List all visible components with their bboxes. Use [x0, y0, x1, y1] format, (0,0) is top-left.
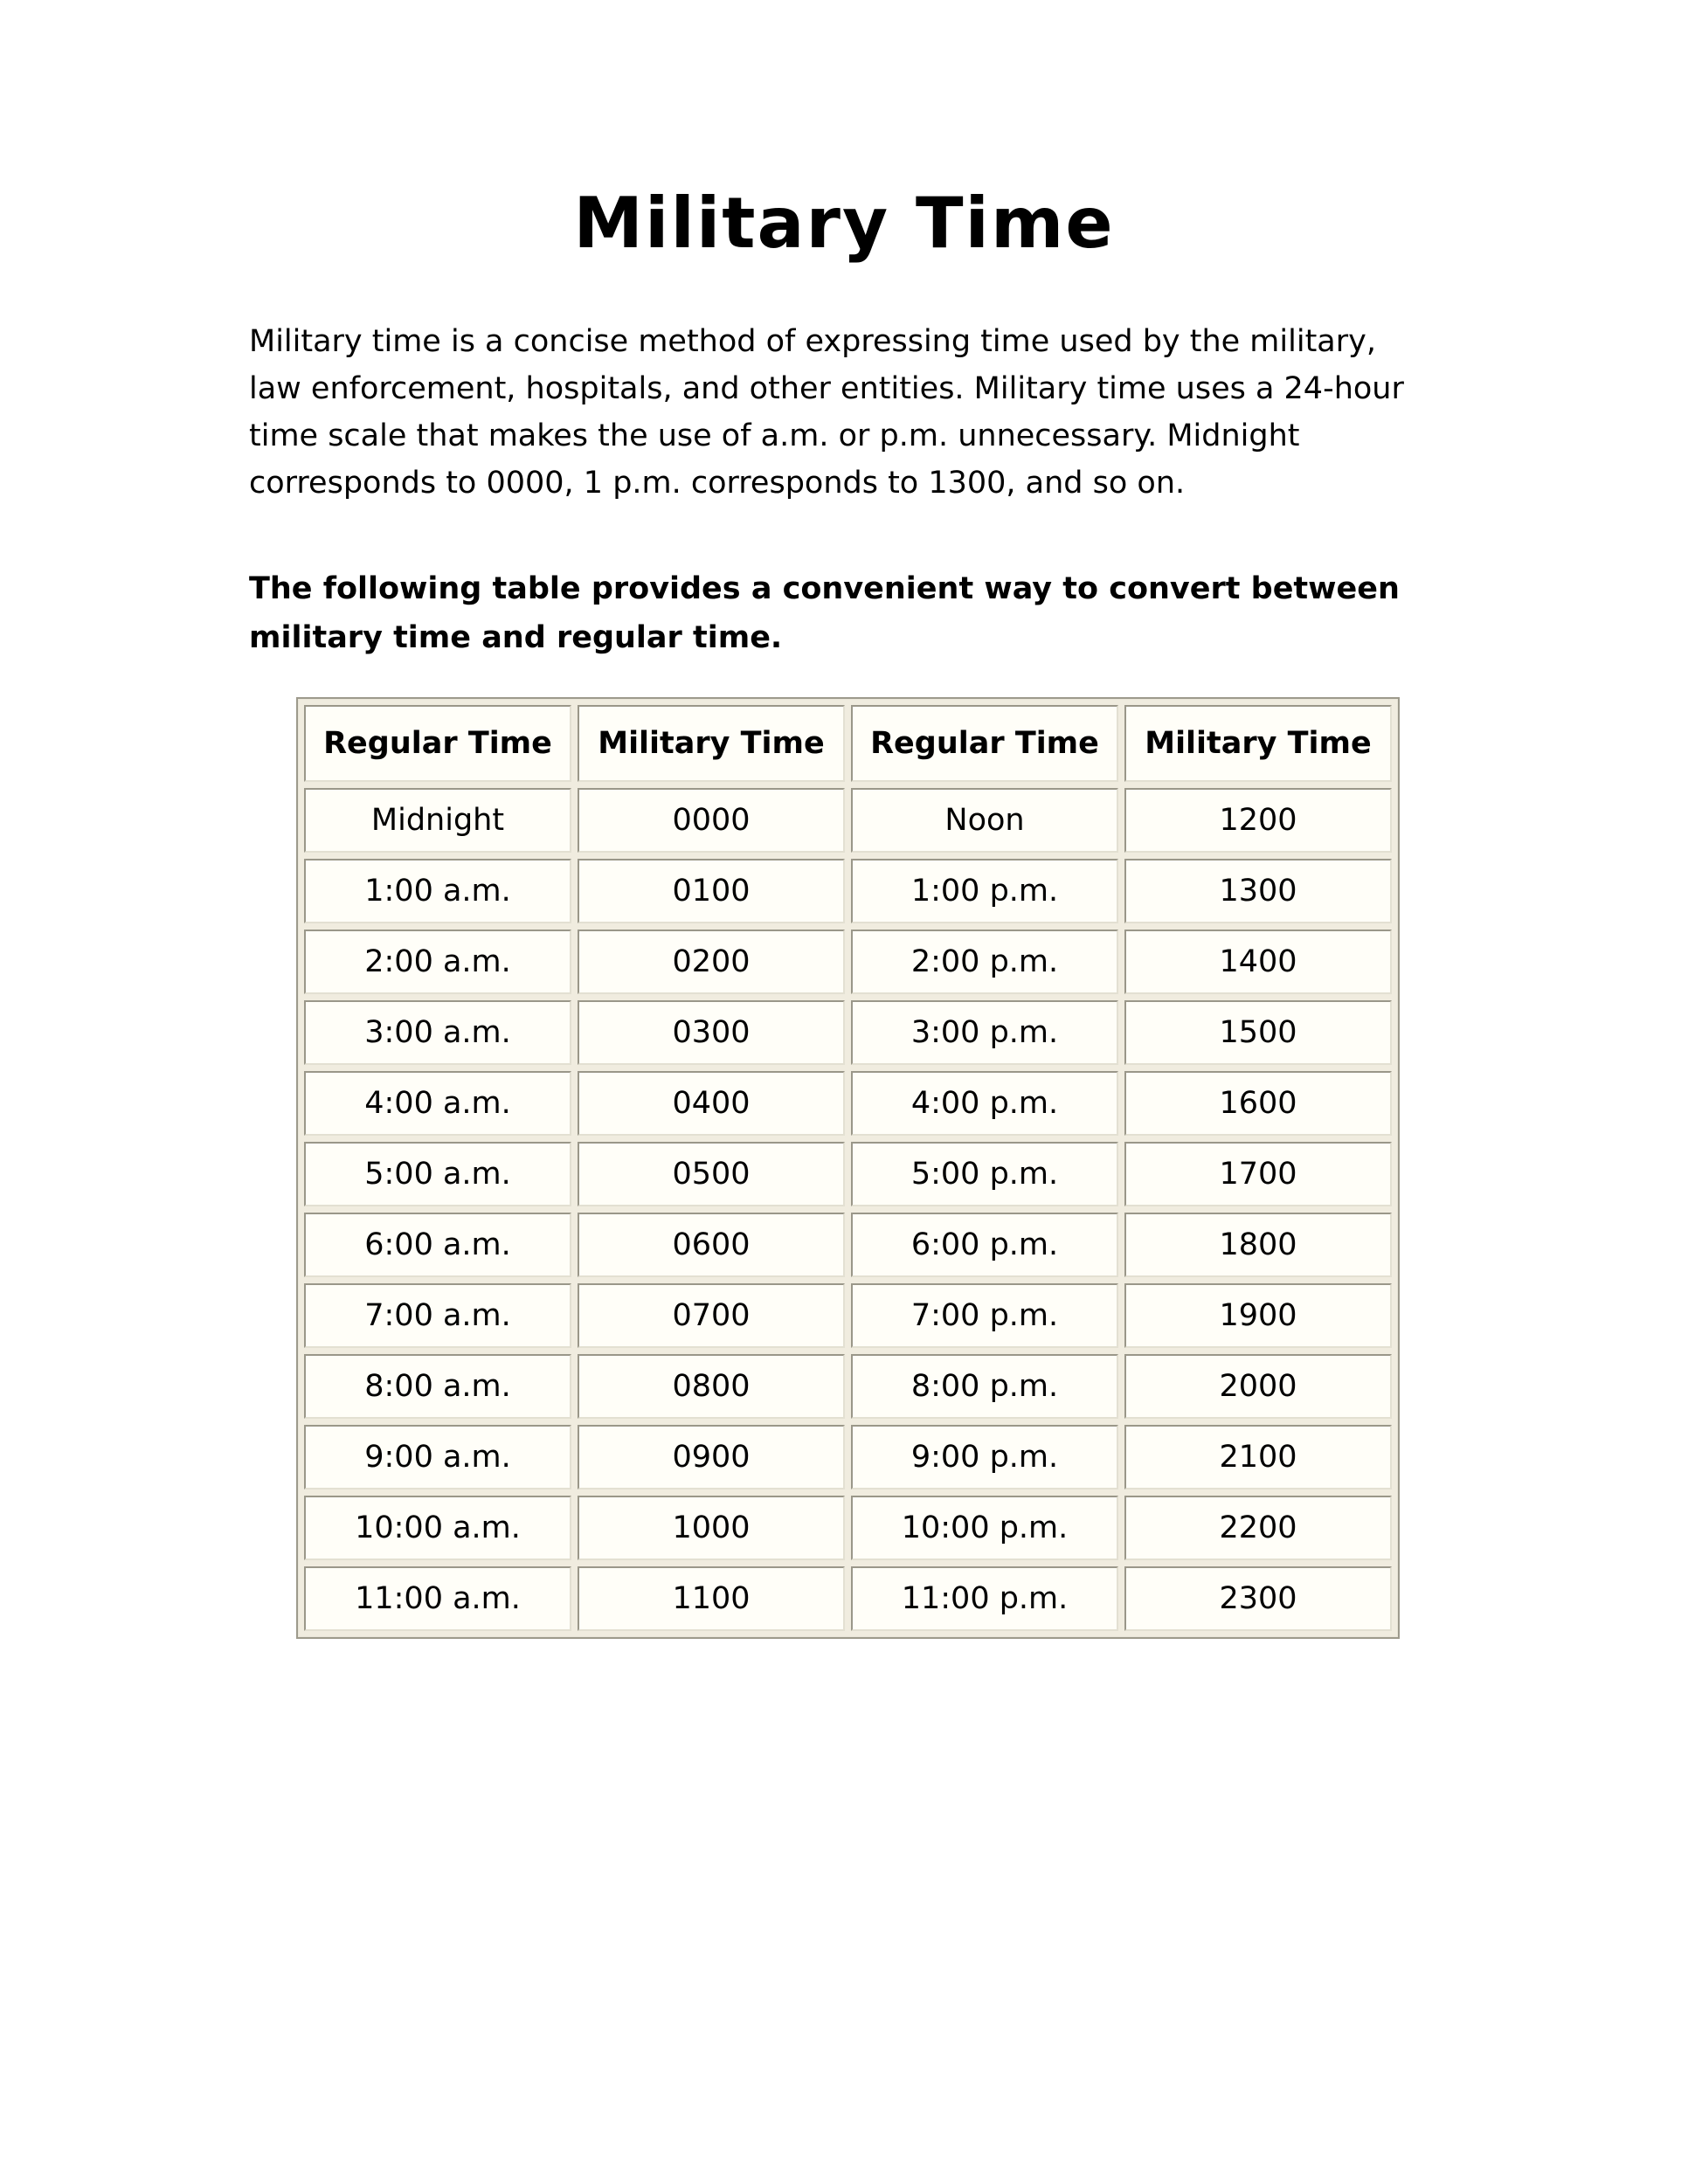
- table-row: [304, 930, 1392, 994]
- table-cell: 1400: [1124, 930, 1392, 994]
- table-cell: 0500: [578, 1142, 845, 1206]
- table-row: [304, 1142, 1392, 1206]
- table-cell: 0200: [578, 930, 845, 994]
- table-cell: 1500: [1124, 1000, 1392, 1065]
- table-intro-paragraph: [249, 564, 1688, 662]
- table-cell: 2100: [1124, 1425, 1392, 1489]
- table-cell: 5:00 a.m.: [304, 1142, 571, 1206]
- intro-line: time scale that makes the use of a.m. or p.m. unnecessary. Midnight: [249, 418, 1300, 453]
- table-cell: 0700: [578, 1283, 845, 1348]
- table-cell: 1900: [1124, 1283, 1392, 1348]
- intro-line: Military time is a concise method of expressing time used by the military,: [249, 324, 1376, 359]
- table-row: [304, 1283, 1392, 1348]
- table-cell: 6:00 p.m.: [851, 1213, 1118, 1277]
- intro-line: law enforcement, hospitals, and other entities. Military time uses a 24-hour: [249, 371, 1404, 406]
- table-header-cell: Military Time: [578, 705, 845, 782]
- table-header-cell: Regular Time: [304, 705, 571, 782]
- table-cell: 3:00 a.m.: [304, 1000, 571, 1065]
- table-cell: 4:00 p.m.: [851, 1071, 1118, 1136]
- table-cell: 2200: [1124, 1496, 1392, 1560]
- table-header-row: [304, 705, 1392, 782]
- table-row: [304, 788, 1392, 853]
- table-cell: 1300: [1124, 859, 1392, 923]
- table-cell: 2300: [1124, 1566, 1392, 1631]
- table-cell: 1600: [1124, 1071, 1392, 1136]
- table-cell: 11:00 p.m.: [851, 1566, 1118, 1631]
- table-row: [304, 1425, 1392, 1489]
- table-cell: 0000: [578, 788, 845, 853]
- table-cell: 1700: [1124, 1142, 1392, 1206]
- table-row: [304, 859, 1392, 923]
- table-row: [304, 1496, 1392, 1560]
- table-row: [304, 1566, 1392, 1631]
- table-cell: 8:00 p.m.: [851, 1354, 1118, 1419]
- table-cell: 2000: [1124, 1354, 1392, 1419]
- intro-line: corresponds to 0000, 1 p.m. corresponds to 1300, and so on.: [249, 466, 1186, 501]
- table-cell: Midnight: [304, 788, 571, 853]
- table-cell: 0800: [578, 1354, 845, 1419]
- table-row: [304, 1071, 1392, 1136]
- table-cell: 1:00 a.m.: [304, 859, 571, 923]
- conversion-table-body: [304, 788, 1392, 1631]
- conversion-table-head: [304, 705, 1392, 782]
- table-cell: 7:00 p.m.: [851, 1283, 1118, 1348]
- table-cell: 10:00 p.m.: [851, 1496, 1118, 1560]
- document-body: [0, 318, 1688, 1639]
- table-cell: 9:00 a.m.: [304, 1425, 571, 1489]
- table-header-cell: Military Time: [1124, 705, 1392, 782]
- table-cell: 0900: [578, 1425, 845, 1489]
- table-cell: 0400: [578, 1071, 845, 1136]
- table-cell: 2:00 a.m.: [304, 930, 571, 994]
- table-cell: 7:00 a.m.: [304, 1283, 571, 1348]
- table-cell: 10:00 a.m.: [304, 1496, 571, 1560]
- table-cell: 0300: [578, 1000, 845, 1065]
- table-intro-line: The following table provides a convenient way to convert between: [249, 571, 1400, 606]
- table-cell: 0100: [578, 859, 845, 923]
- table-cell: 4:00 a.m.: [304, 1071, 571, 1136]
- table-cell: Noon: [851, 788, 1118, 853]
- table-header-cell: Regular Time: [851, 705, 1118, 782]
- table-cell: 1:00 p.m.: [851, 859, 1118, 923]
- table-cell: 1000: [578, 1496, 845, 1560]
- table-row: [304, 1213, 1392, 1277]
- table-cell: 0600: [578, 1213, 845, 1277]
- table-cell: 11:00 a.m.: [304, 1566, 571, 1631]
- table-cell: 1200: [1124, 788, 1392, 853]
- intro-paragraph: [249, 318, 1688, 507]
- table-intro-line: military time and regular time.: [249, 620, 783, 655]
- table-row: [304, 1354, 1392, 1419]
- table-cell: 6:00 a.m.: [304, 1213, 571, 1277]
- conversion-table: [296, 697, 1400, 1639]
- page-title: Military Time: [573, 183, 1115, 264]
- table-cell: 8:00 a.m.: [304, 1354, 571, 1419]
- table-cell: 1800: [1124, 1213, 1392, 1277]
- table-cell: 2:00 p.m.: [851, 930, 1118, 994]
- table-cell: 5:00 p.m.: [851, 1142, 1118, 1206]
- table-cell: 3:00 p.m.: [851, 1000, 1118, 1065]
- table-cell: 1100: [578, 1566, 845, 1631]
- table-cell: 9:00 p.m.: [851, 1425, 1118, 1489]
- table-row: [304, 1000, 1392, 1065]
